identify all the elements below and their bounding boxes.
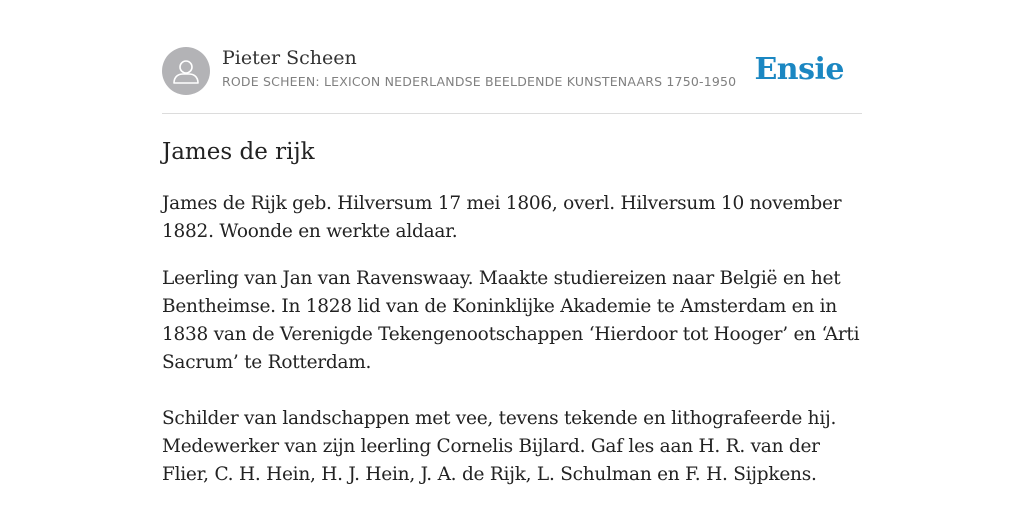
source-name[interactable]: RODE SCHEEN: LEXICON NEDERLANDSE BEELDENDE KUNSTENAARS 1750-1950 bbox=[222, 74, 737, 89]
article-paragraph: James de Rijk geb. Hilversum 17 mei 1806, overl. Hilversum 10 november 1882. Woonde en werkte aldaar. bbox=[162, 193, 842, 242]
article-header bbox=[162, 46, 862, 96]
article-body bbox=[162, 136, 862, 489]
author-name[interactable]: Pieter Scheen bbox=[222, 47, 357, 69]
article-paragraph: Leerling van Jan van Ravenswaay. Maakte studiereizen naar België en het Bentheimse. In 1828 lid van de Koninklijke Akademie te Amsterdam en in 1838 van de Verenigde Tekengenootschappen ‘Hierdoor tot Hooger’ en ‘Arti Sacrum’ te Rotterdam. bbox=[162, 268, 860, 373]
article-paragraph: Schilder van landschappen met vee, tevens tekende en lithografeerde hij. Medewerker van zijn leerling Cornelis Bijlard. Gaf les aan H. R. van der Flier, C. H. Hein, H. J. Hein, J. A. de Rijk, L. Schulman en F. H. Sijpkens. bbox=[162, 408, 837, 485]
author-avatar[interactable] bbox=[162, 47, 210, 95]
user-silhouette-icon bbox=[162, 47, 210, 95]
ensie-logo[interactable]: Ensie bbox=[754, 52, 844, 87]
article-title: James de rijk bbox=[162, 139, 315, 165]
header-divider bbox=[162, 113, 862, 114]
